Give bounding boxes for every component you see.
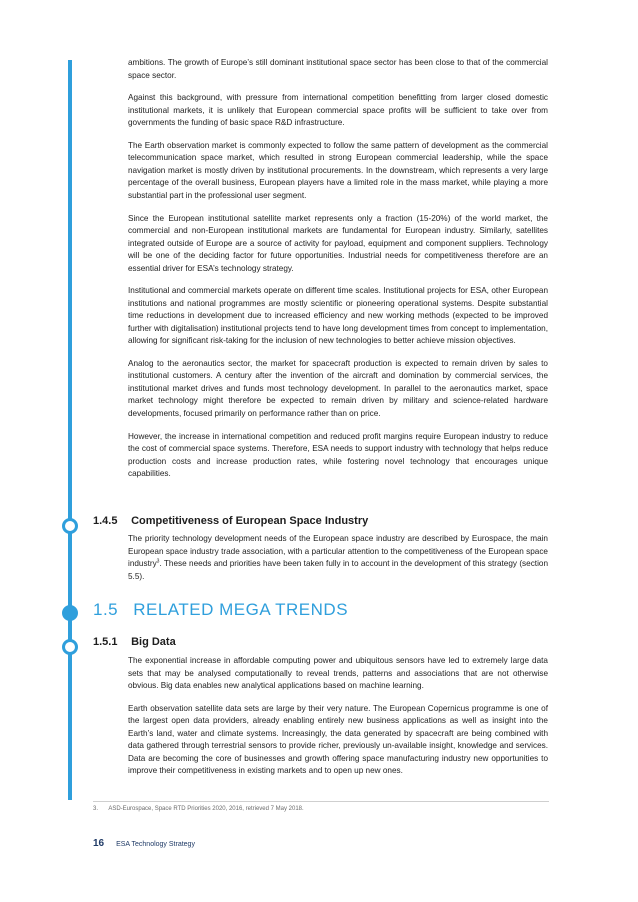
paragraph: Analog to the aeronautics sector, the market for spacecraft production is expected to remain driven by sales to institutional customers. A century after the invention of the aircraft and domination by commercial services, the institutional market drives and funds most technology development. In parallel to the aeronautics market, space market technology might therefore be expected to remain driven by military and science-related hardware developments, focused primarily on performance rather than on price.: [128, 358, 548, 418]
section-1-5-1-body: [128, 655, 548, 788]
section-title: Competitiveness of European Space Industry: [131, 515, 369, 527]
timeline-line: [68, 60, 72, 800]
body-text-top: [128, 57, 548, 491]
document-title: ESA Technology Strategy: [116, 841, 195, 848]
heading-1-5-1: [93, 636, 553, 648]
footnote-number: 3.: [93, 806, 99, 812]
timeline-marker-1-4-5: [62, 518, 78, 534]
footnote-text: ASD-Eurospace, Space RTD Priorities 2020, 2016, retrieved 7 May 2018.: [108, 806, 304, 812]
paragraph-text: The priority technology development needs of the European space industry are described by Eurospace, the main European space industry trade association, with a particular attention to the competitiveness of the European space industry: [128, 534, 548, 568]
paragraph: Since the European institutional satellite market represents only a fraction (15-20%) of the world market, the commercial and non-European institutional markets are fundamental for European industry. Similarly, satellites integrated outside of Europe are a source of activity for payload, equipment and component suppliers. Technology will be one of the deciding factor for future opportunities. Industrial needs for competitiveness therefore are an essential driver for ESA’s technology strategy.: [128, 213, 548, 273]
footnote: [93, 806, 553, 812]
heading-1-5: [93, 600, 553, 620]
paragraph: Earth observation satellite data sets are large by their very nature. The European Copernicus programme is one of the largest open data providers, already enabling entirely new business applications as well as insight into the Earth’s land, water and climate systems. Increasingly, the data generated by spacecraft are being combined with data gathered through terrestrial sensors to provide richer, previously un-available insight, knowledge and services. Data are becoming the core of businesses and growth offering space manufacturing industry new opportunities to improve their competitiveness in existing markets and to open up new ones.: [128, 703, 548, 776]
page-number: 16: [93, 838, 105, 849]
footnote-divider: [93, 801, 549, 802]
footnote-ref[interactable]: 3: [156, 558, 160, 565]
section-1-4-5-body: [128, 533, 548, 593]
paragraph: However, the increase in international competition and reduced profit margins require European industry to reduce the cost of commercial space systems. Therefore, ESA needs to support industry with technology that helps reduce production costs and increase production rates, while fostering novel technology that encourages unique capabilities.: [128, 431, 548, 479]
paragraph-text: . These needs and priorities have been taken fully in to account in the development of this strategy (section 5.5).: [128, 559, 548, 581]
heading-1-4-5: [93, 515, 553, 527]
paragraph: Institutional and commercial markets operate on different time scales. Institutional projects for ESA, other European institutions and national programmes are mostly scientific or pioneering operational systems. Despite substantial time reductions in development due to increased efficiency and new working methods (expected to be improved further with digitalisation) institutional projects tend to have long development times from concept to implementation, allowing for significant risk-taking for the inclusion of new technologies to better achieve mission objectives.: [128, 286, 548, 346]
paragraph: The Earth observation market is commonly expected to follow the same pattern of development as the commercial telecommunication space market, which resulted in strong European commercial leadership, while the space navigation market is mostly driven by institutional procurements. In the downstream, which represents a very large percentage of the overall business, European players have a limited role in the mass market, while playing a more substantial part in the professional user segment.: [128, 140, 548, 200]
paragraph: ambitions. The growth of Europe’s still dominant institutional space sector has been close to that of the commercial space sector.: [128, 58, 548, 80]
paragraph: The exponential increase in affordable computing power and ubiquitous sensors have led to extremely large data sets that may be analysed computationally to reveal trends, patterns and associations that are not otherwise obvious. Big data enables new analytical applications based on machine learning.: [128, 656, 548, 690]
section-number: 1.5: [93, 600, 119, 619]
timeline-marker-1-5-1: [62, 639, 78, 655]
page-footer: [93, 838, 195, 849]
paragraph: Against this background, with pressure from international competition benefitting from larger closed domestic institutional markets, it is unlikely that European commercial space profits will be sufficient to take over from governments the funding of basic space R&D infrastructure.: [128, 93, 548, 128]
section-title: RELATED MEGA TRENDS: [133, 600, 349, 619]
section-number: 1.5.1: [93, 636, 118, 648]
section-title: Big Data: [131, 636, 176, 648]
paragraph: [128, 533, 548, 583]
section-number: 1.4.5: [93, 515, 118, 527]
timeline-marker-1-5: [62, 605, 78, 621]
